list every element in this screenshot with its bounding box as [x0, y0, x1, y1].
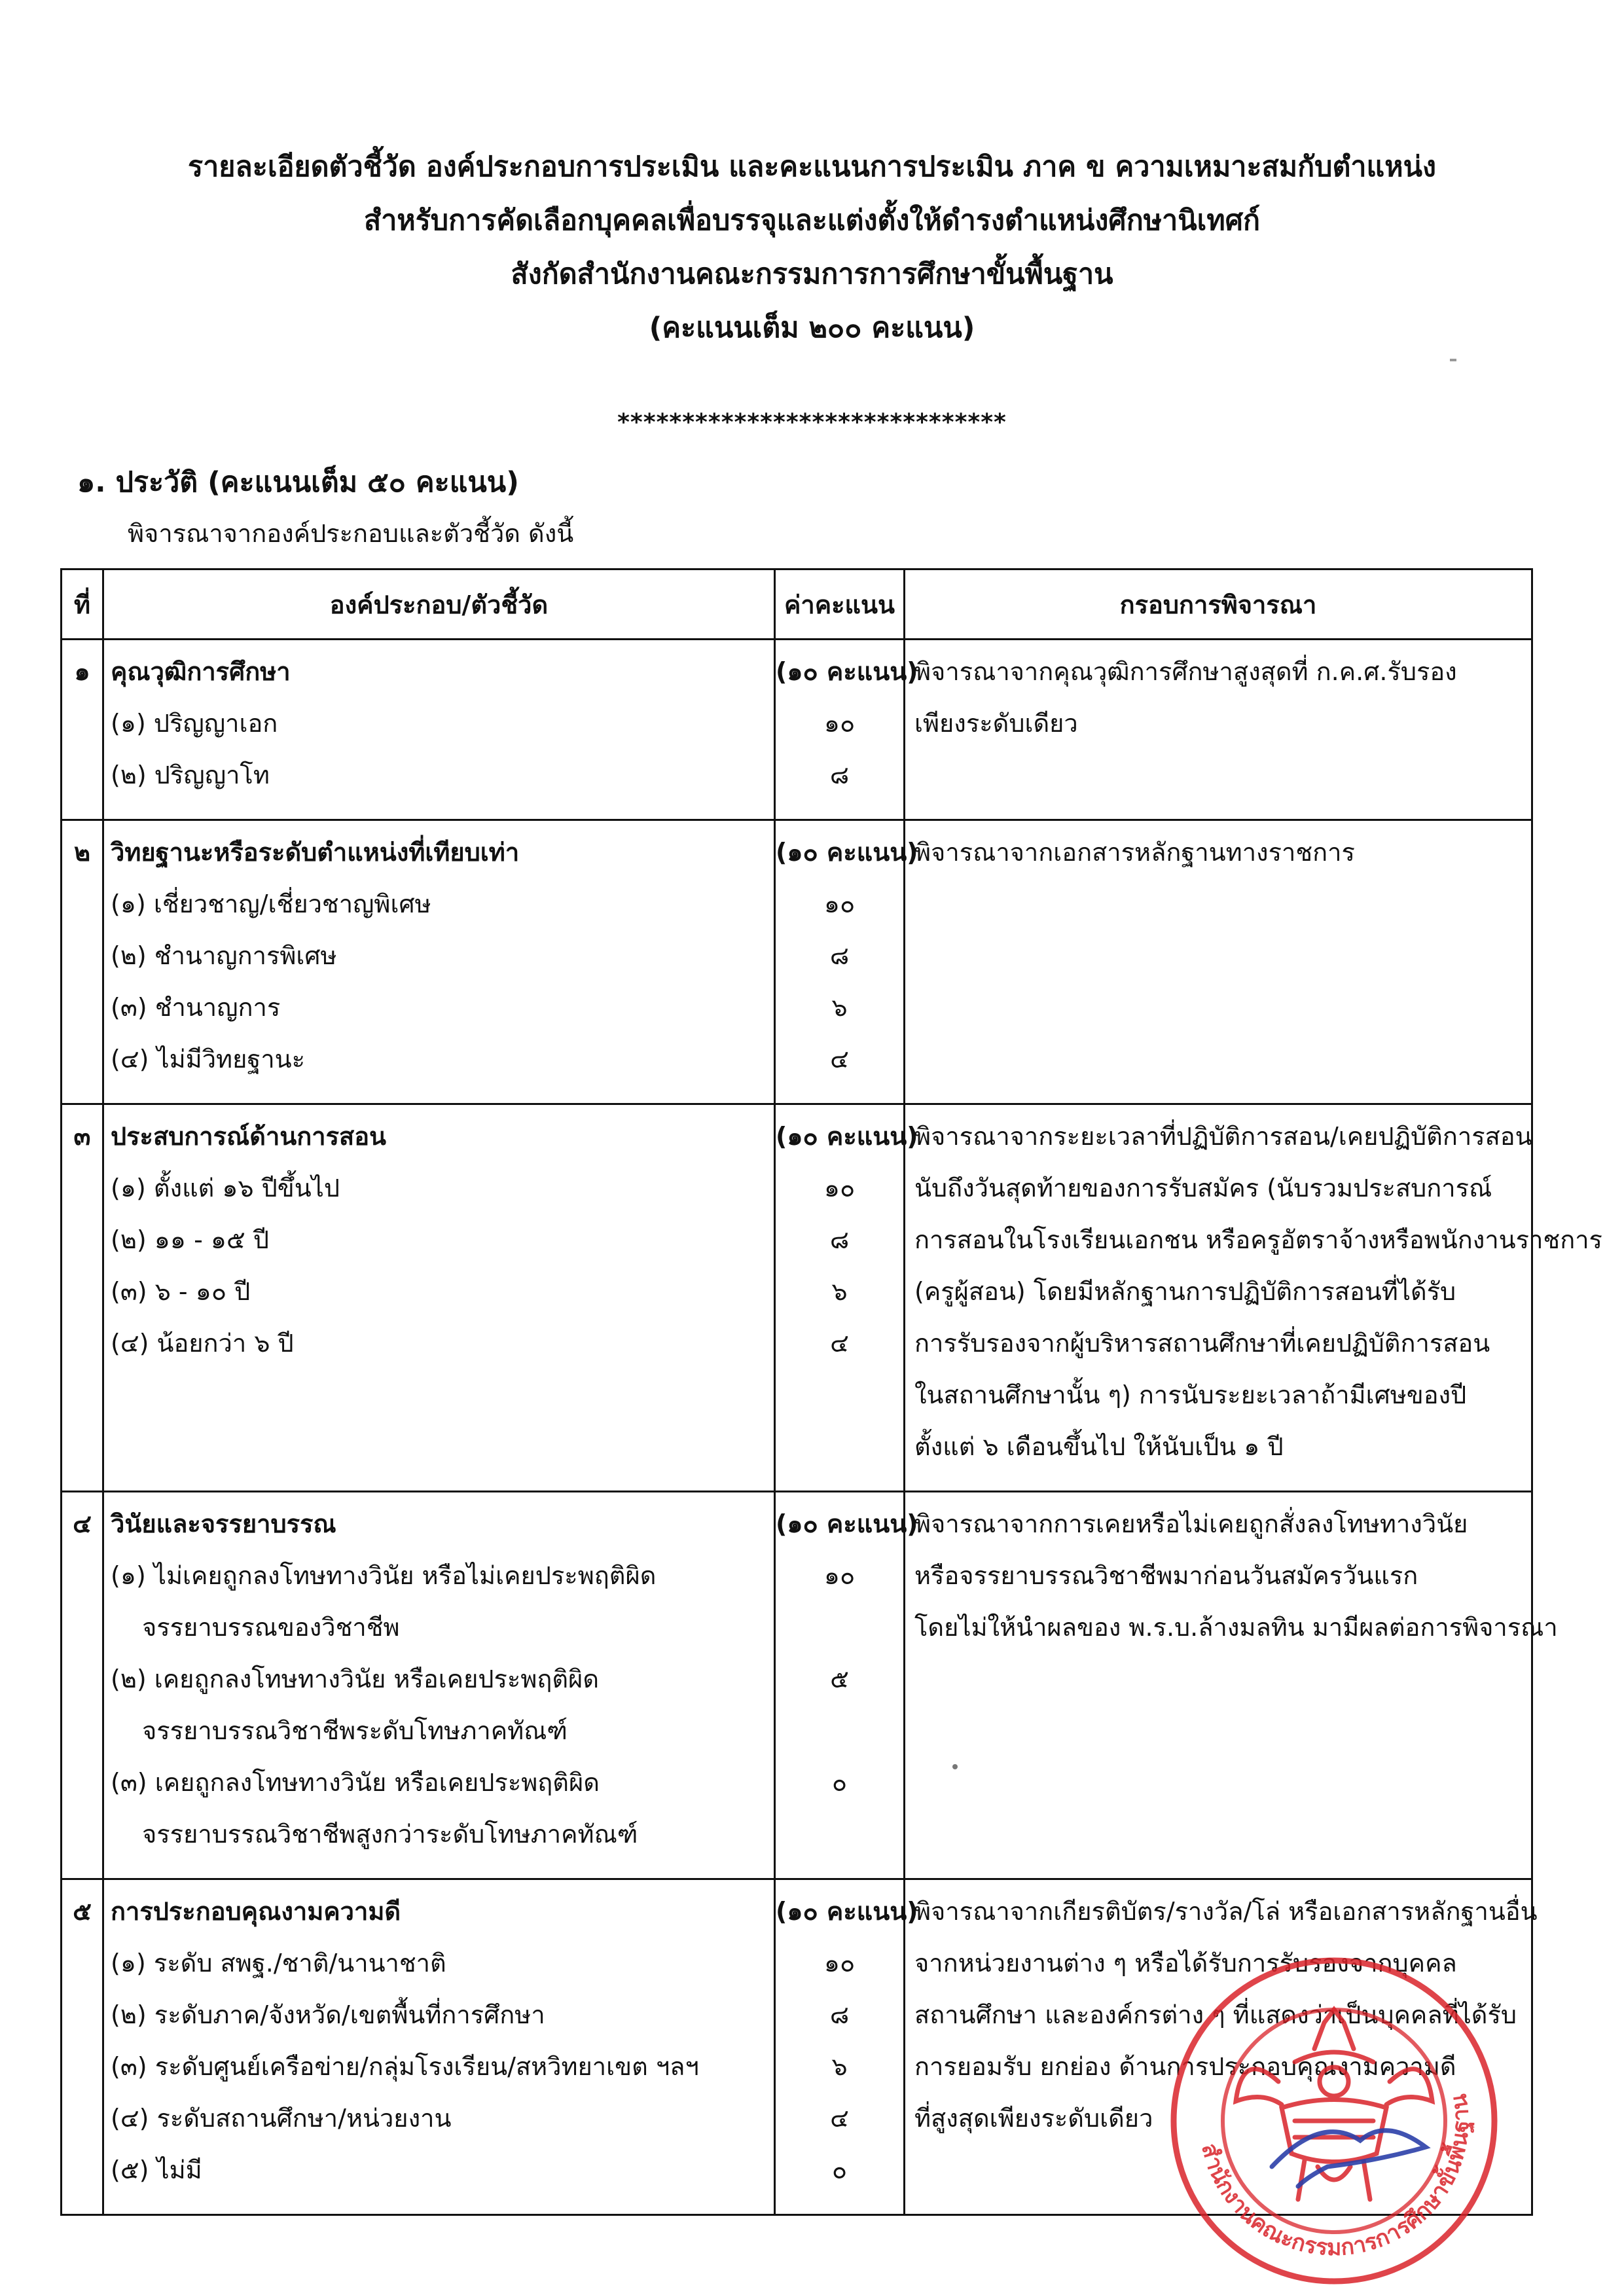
row-number-text: ๒	[73, 838, 91, 867]
indicator-score: ๘	[829, 1225, 850, 1254]
indicator-label: จรรยาบรรณของวิชาชีพ	[142, 1613, 400, 1642]
criteria-line: การยอมรับ ยกย่อง ด้านการประกอบคุณงามความดี	[914, 2052, 1456, 2081]
row-number-text: ๕	[73, 1897, 92, 1926]
indicator-label: (๓) ชำนาญการ	[111, 993, 281, 1022]
criteria-cell	[905, 1492, 1558, 1879]
criteria-line: พิจารณาจากการเคยหรือไม่เคยถูกสั่งลงโทษทางวินัย	[914, 1509, 1468, 1538]
score-cell	[775, 640, 918, 820]
indicator-label: (๒) ระดับภาค/จังหวัด/เขตพื้นที่การศึกษา	[111, 2000, 545, 2029]
title-line-3: สังกัดสำนักงานคณะกรรมการการศึกษาขั้นพื้นฐาน	[511, 258, 1113, 291]
max-score: (๑๐ คะแนน)	[776, 1897, 918, 1926]
row-number-text: ๔	[73, 1509, 92, 1538]
official-seal	[1164, 1951, 1504, 2291]
indicator-score: ๑๐	[823, 890, 856, 918]
header-component: องค์ประกอบ/ตัวชี้วัด	[103, 569, 775, 640]
indicator-score: ๖	[831, 993, 848, 1022]
scan-mark	[1450, 359, 1456, 361]
title-line-1: รายละเอียดตัวชี้วัด องค์ประกอบการประเมิน และคะแนนการประเมิน ภาค ข ความเหมาะสมกับตำแหน่ง	[188, 151, 1436, 183]
component-title: คุณวุฒิการศึกษา	[111, 657, 291, 686]
indicator-score	[776, 1711, 903, 1763]
score-cell	[775, 820, 918, 1104]
max-score: (๑๐ คะแนน)	[776, 1122, 918, 1151]
indicator-score: ๐	[831, 2156, 848, 2184]
indicator-label: (๓) เคยถูกลงโทษทางวินัย หรือเคยประพฤติผิด	[111, 1768, 600, 1797]
criteria-line: (ครูผู้สอน) โดยมีหลักฐานการปฏิบัติการสอนที่ได้รับ	[914, 1277, 1456, 1306]
component-cell	[103, 1492, 775, 1879]
criteria-cell	[905, 640, 1532, 820]
row-number	[62, 640, 103, 820]
table-header-row	[62, 569, 1532, 640]
criteria-line: พิจารณาจากคุณวุฒิการศึกษาสูงสุดที่ ก.ค.ศ.รับรอง	[914, 657, 1457, 686]
indicator-label: (๑) ไม่เคยถูกลงโทษทางวินัย หรือไม่เคยประพฤติผิด	[111, 1561, 657, 1590]
table-row	[62, 820, 1532, 1104]
component-title: การประกอบคุณงามความดี	[111, 1897, 401, 1926]
section-heading: ๑. ประวัติ (คะแนนเต็ม ๕๐ คะแนน)	[77, 466, 519, 499]
indicator-label: (๑) เชี่ยวชาญ/เชี่ยวชาญพิเศษ	[111, 890, 431, 918]
score-cell	[775, 1104, 918, 1492]
max-score: (๑๐ คะแนน)	[776, 1509, 918, 1538]
seal-text: สำนักงานคณะกรรมการการศึกษาขั้นพื้นฐาน	[1196, 2092, 1475, 2262]
max-score: (๑๐ คะแนน)	[776, 657, 918, 686]
indicator-label: (๓) ระดับศูนย์เครือข่าย/กลุ่มโรงเรียน/สหวิทยาเขต ฯลฯ	[111, 2052, 699, 2081]
criteria-line: ตั้งแต่ ๖ เดือนขึ้นไป ให้นับเป็น ๑ ปี	[914, 1432, 1284, 1461]
indicator-label: (๒) ชำนาญการพิเศษ	[111, 941, 337, 970]
header-no: ที่	[62, 569, 103, 640]
indicator-label: (๒) เคยถูกลงโทษทางวินัย หรือเคยประพฤติผิด	[111, 1665, 599, 1693]
indicator-label: จรรยาบรรณวิชาชีพสูงกว่าระดับโทษภาคทัณฑ์	[142, 1820, 638, 1849]
criteria-line: พิจารณาจากเอกสารหลักฐานทางราชการ	[914, 838, 1355, 867]
score-cell	[775, 1879, 918, 2215]
criteria-line: นับถึงวันสุดท้ายของการรับสมัคร (นับรวมประสบการณ์	[914, 1174, 1492, 1202]
document-title	[0, 151, 1624, 365]
indicator-score: ๔	[830, 1045, 849, 1074]
indicator-score: ๕	[830, 1665, 849, 1693]
indicator-label: (๑) ปริญญาเอก	[111, 709, 278, 738]
indicator-label: จรรยาบรรณวิชาชีพระดับโทษภาคทัณฑ์	[142, 1716, 568, 1745]
row-number	[62, 1879, 103, 2215]
table-row	[62, 640, 1532, 820]
table-row	[62, 1104, 1532, 1492]
criteria-line: การสอนในโรงเรียนเอกชน หรือครูอัตราจ้างหรือพนักงานราชการ	[914, 1225, 1602, 1254]
scan-dot	[952, 1764, 958, 1769]
indicator-label: (๕) ไม่มี	[111, 2156, 202, 2184]
row-number	[62, 1492, 103, 1879]
criteria-line: สถานศึกษา และองค์กรต่าง ๆ ที่แสดงว่าเป็นบุคคลที่ได้รับ	[914, 2000, 1517, 2029]
indicator-label: (๒) ๑๑ - ๑๕ ปี	[111, 1225, 269, 1254]
component-title: วิทยฐานะหรือระดับตำแหน่งที่เทียบเท่า	[111, 838, 520, 867]
header-criteria: กรอบการพิจารณา	[905, 569, 1532, 640]
criteria-line: หรือจรรยาบรรณวิชาชีพมาก่อนวันสมัครวันแรก	[914, 1561, 1418, 1590]
criteria-line: โดยไม่ให้นำผลของ พ.ร.บ.ล้างมลทิน มามีผลต่อการพิจารณา	[914, 1613, 1558, 1642]
indicator-score: ๖	[831, 2052, 848, 2081]
criteria-line: ในสถานศึกษานั้น ๆ) การนับระยะเวลาถ้ามีเศษของปี	[914, 1381, 1467, 1409]
criteria-line: พิจารณาจากเกียรติบัตร/รางวัล/โล่ หรือเอกสารหลักฐานอื่น	[914, 1897, 1538, 1926]
indicator-score	[776, 1608, 903, 1659]
indicator-score: ๘	[829, 941, 850, 970]
criteria-line: จากหน่วยงานต่าง ๆ หรือได้รับการรับรองจากบุคคล	[914, 1949, 1457, 1978]
indicator-score: ๘	[829, 761, 850, 789]
component-cell	[103, 1879, 775, 2215]
title-line-4: (คะแนนเต็ม ๒๐๐ คะแนน)	[649, 312, 975, 344]
indicator-label: (๓) ๖ - ๑๐ ปี	[111, 1277, 251, 1306]
seal-graphic	[1164, 1951, 1504, 2291]
max-score: (๑๐ คะแนน)	[776, 838, 918, 867]
indicator-label: (๔) ไม่มีวิทยฐานะ	[111, 1045, 306, 1074]
criteria-cell	[905, 820, 1532, 1104]
indicator-score: ๘	[829, 2000, 850, 2029]
component-cell	[103, 640, 775, 820]
indicator-label: (๔) น้อยกว่า ๖ ปี	[111, 1329, 294, 1358]
indicator-score: ๑๐	[823, 1949, 856, 1978]
row-number-text: ๑	[74, 657, 90, 686]
indicator-label: (๑) ตั้งแต่ ๑๖ ปีขึ้นไป	[111, 1174, 340, 1202]
indicator-score	[776, 1815, 903, 1866]
indicator-score: ๑๐	[823, 1561, 856, 1590]
component-cell	[103, 1104, 775, 1492]
section-intro: พิจารณาจากองค์ประกอบและตัวชี้วัด ดังนี้	[128, 519, 574, 548]
criteria-line: เพียงระดับเดียว	[914, 709, 1078, 738]
criteria-line: พิจารณาจากระยะเวลาที่ปฏิบัติการสอน/เคยปฏิบัติการสอน	[914, 1122, 1532, 1151]
row-number	[62, 820, 103, 1104]
indicator-score: ๔	[830, 1329, 849, 1358]
separator: ******************************	[617, 409, 1007, 436]
indicator-score: ๐	[831, 1768, 848, 1797]
criteria-line: ที่สูงสุดเพียงระดับเดียว	[914, 2104, 1153, 2133]
indicator-label: (๒) ปริญญาโท	[111, 761, 270, 789]
indicator-score: ๔	[830, 2104, 849, 2133]
component-title: วินัยและจรรยาบรรณ	[111, 1509, 336, 1538]
indicator-score: ๑๐	[823, 1174, 856, 1202]
component-title: ประสบการณ์ด้านการสอน	[111, 1122, 387, 1151]
indicator-label: (๑) ระดับ สพฐ./ชาติ/นานาชาติ	[111, 1949, 446, 1978]
header-score: ค่าคะแนน	[775, 569, 905, 640]
indicator-score: ๑๐	[823, 709, 856, 738]
indicator-label: (๔) ระดับสถานศึกษา/หน่วยงาน	[111, 2104, 452, 2133]
title-line-2: สำหรับการคัดเลือกบุคคลเพื่อบรรจุและแต่งตั้งให้ดำรงตำแหน่งศึกษานิเทศก์	[363, 204, 1261, 237]
row-number-text: ๓	[73, 1122, 91, 1151]
criteria-line: การรับรองจากผู้บริหารสถานศึกษาที่เคยปฏิบัติการสอน	[914, 1329, 1490, 1358]
row-number	[62, 1104, 103, 1492]
table-row	[62, 1492, 1532, 1879]
score-cell	[775, 1492, 918, 1879]
criteria-cell	[905, 1104, 1602, 1492]
component-cell	[103, 820, 775, 1104]
indicator-score: ๖	[831, 1277, 848, 1306]
